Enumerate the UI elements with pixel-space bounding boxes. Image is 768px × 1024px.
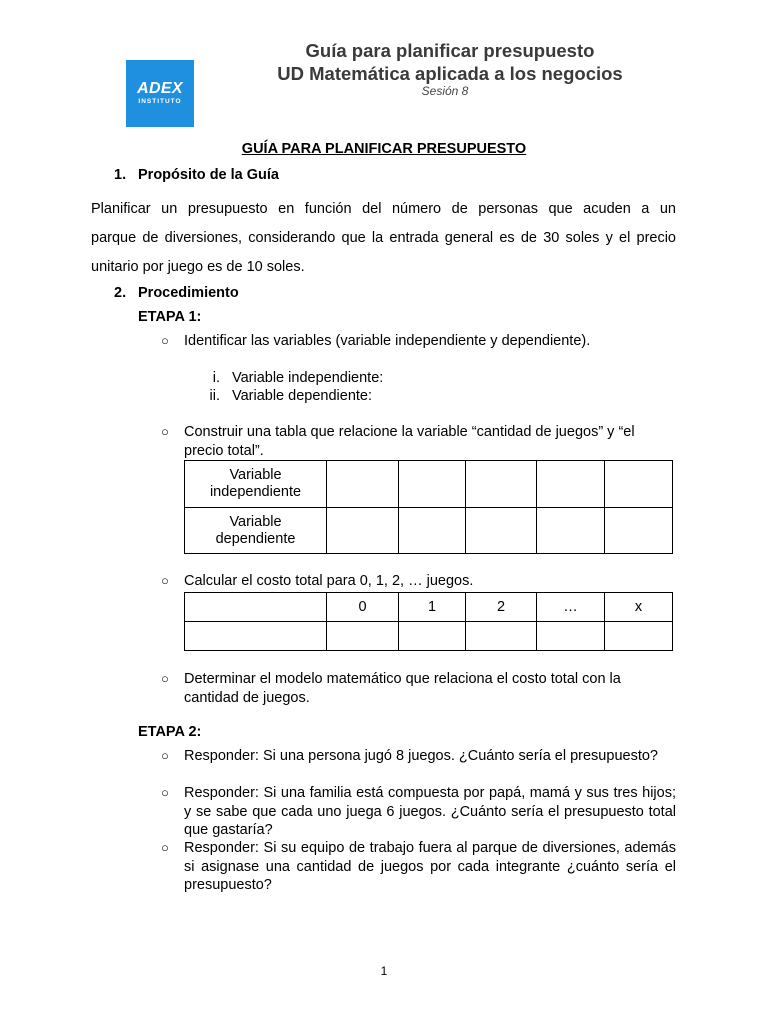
- purpose-paragraph: [91, 195, 676, 282]
- bullet-icon: ○: [161, 671, 169, 686]
- document-title: GUÍA PARA PLANIFICAR PRESUPUESTO: [241, 141, 527, 157]
- list-item: [161, 572, 674, 591]
- section-number: 2.: [114, 285, 127, 301]
- roman-item: [185, 369, 383, 387]
- bullet-icon: ○: [161, 748, 169, 763]
- list-item-text: Responder: Si una persona jugó 8 juegos. ¿Cuánto sería el presupuesto?: [184, 748, 658, 764]
- table-cell: [605, 622, 673, 651]
- table-cell: [399, 508, 466, 554]
- logo-subtitle: INSTITUTO: [138, 98, 182, 105]
- roman-item: [185, 387, 372, 405]
- list-item-text: Calcular el costo total para 0, 1, 2, … juegos.: [184, 573, 474, 589]
- table-cell: [327, 461, 399, 508]
- bullet-icon: ○: [161, 840, 169, 855]
- purpose-line-2: parque de diversiones, considerando que la entrada general es de 30 soles y el precio: [91, 230, 676, 246]
- table-cell: [537, 622, 605, 651]
- table-cell: [327, 508, 399, 554]
- variables-table: [184, 460, 673, 554]
- cell-line: dependiente: [215, 530, 296, 547]
- list-item: [161, 784, 676, 840]
- table-cell: [399, 461, 466, 508]
- list-item-text: Responder: Si su equipo de trabajo fuera al parque de diversiones, además si asignase una cantidad de juegos por cada integrante ¿cuánto sería el presupuesto?: [184, 840, 676, 893]
- adex-logo: [126, 60, 194, 127]
- table-header-cell: 0: [327, 593, 399, 622]
- list-item: [161, 332, 674, 351]
- roman-number: ii.: [209, 388, 220, 404]
- bullet-icon: ○: [161, 333, 169, 348]
- logo-name: ADEX: [137, 80, 183, 97]
- header-title: Guía para planificar presupuesto: [305, 40, 595, 61]
- table-cell: [185, 508, 327, 554]
- cell-line: Variable: [229, 513, 282, 530]
- cost-table: [184, 592, 673, 651]
- table-cell: [327, 622, 399, 651]
- list-item-text: Responder: Si una familia está compuesta por papá, mamá y sus tres hijos; y se sabe que cada uno juega 6 juegos. ¿Cuánto sería el presupuesto total que gastaría?: [184, 785, 676, 838]
- cell-line: Variable: [229, 467, 282, 483]
- table-header-cell: 2: [466, 593, 537, 622]
- table-cell: [537, 508, 605, 554]
- table-header-cell: 1: [399, 593, 466, 622]
- section-number: 1.: [114, 167, 127, 183]
- bullet-icon: ○: [161, 424, 169, 439]
- section-purpose-heading: [114, 167, 279, 183]
- purpose-line-3: unitario por juego es de 10 soles.: [91, 259, 305, 275]
- table-header-cell: x: [605, 593, 673, 622]
- table-cell: [466, 461, 537, 508]
- etapa-1-label: ETAPA 1:: [138, 309, 202, 325]
- table-cell: [185, 593, 327, 622]
- section-title: Propósito de la Guía: [138, 167, 279, 183]
- table-cell: [399, 622, 466, 651]
- list-item-text: Identificar las variables (variable independiente y dependiente).: [184, 333, 591, 349]
- table-header-cell: …: [537, 593, 605, 622]
- list-item: [161, 747, 676, 766]
- section-title: Procedimiento: [138, 285, 239, 301]
- roman-text: Variable dependiente:: [232, 388, 373, 404]
- list-item-text: Determinar el modelo matemático que relaciona el costo total con la cantidad de juegos.: [184, 671, 621, 706]
- etapa-2-label: ETAPA 2:: [138, 724, 202, 740]
- table-cell: [466, 508, 537, 554]
- table-cell: [605, 508, 673, 554]
- page-number: 1: [380, 964, 388, 978]
- table-cell: [537, 461, 605, 508]
- section-procedure-heading: [114, 285, 239, 301]
- purpose-line-1: Planificar un presupuesto en función del número de personas que acuden a un: [91, 201, 676, 217]
- list-item: [161, 423, 674, 460]
- header-subtitle: UD Matemática aplicada a los negocios: [277, 63, 623, 84]
- bullet-icon: ○: [161, 573, 169, 588]
- table-cell: [466, 622, 537, 651]
- cell-line: independiente: [209, 484, 302, 500]
- list-item-text: Construir una tabla que relacione la variable “cantidad de juegos” y “el precio total”.: [184, 424, 635, 459]
- roman-number: i.: [212, 370, 220, 386]
- roman-text: Variable independiente:: [232, 370, 384, 386]
- list-item: [161, 670, 664, 707]
- session-label: Sesión 8: [421, 84, 469, 98]
- table-cell: [605, 461, 673, 508]
- table-cell: [185, 461, 327, 508]
- table-cell: [185, 622, 327, 651]
- list-item: [161, 839, 676, 895]
- bullet-icon: ○: [161, 785, 169, 800]
